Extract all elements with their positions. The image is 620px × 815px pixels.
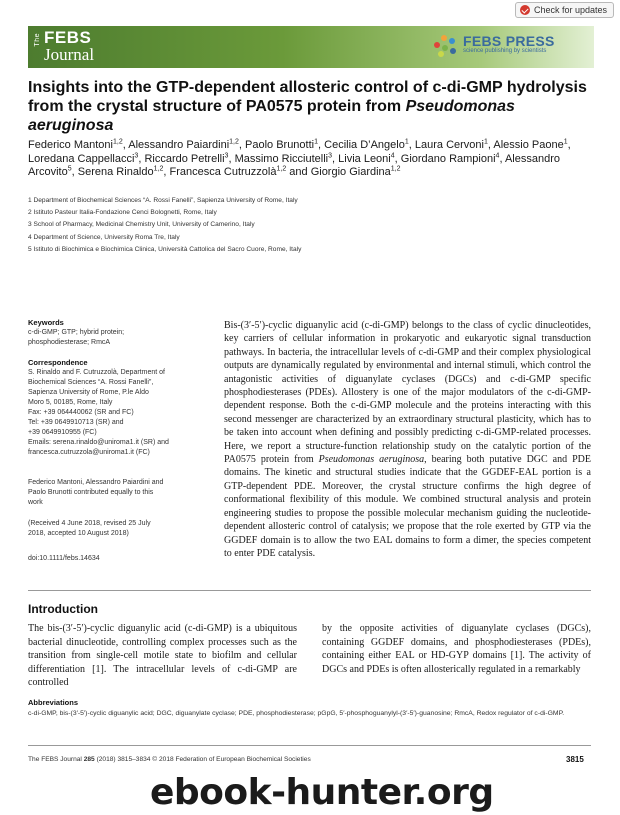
- author-affiliation-marker: 3: [328, 151, 333, 159]
- author-name: Alessio Paone: [493, 139, 564, 151]
- febs-press-dots-icon: [432, 32, 458, 58]
- correspondence-line: Biochemical Sciences “A. Rossi Fanelli”,: [28, 379, 154, 386]
- correspondence-text: [28, 368, 208, 458]
- author-name: Alessandro Arcovito: [28, 152, 561, 178]
- author-affiliation-marker: 3: [224, 151, 229, 159]
- correspondence-line: Tel: +39 0649910713 (SR) and: [28, 419, 124, 426]
- received-dates: [28, 519, 208, 539]
- logo-the: The: [34, 33, 41, 47]
- author-affiliation-marker: 1,2: [153, 165, 164, 173]
- correspondence-line: Moro 5, 00185, Rome, Italy: [28, 399, 113, 406]
- author-name: Serena Rinaldo: [77, 166, 154, 178]
- title-organism: Pseudomonas aeruginosa: [28, 98, 515, 134]
- author-name: Federico Mantoni: [28, 139, 113, 151]
- correspondence-line: francesca.cutruzzola@uniroma1.it (FC): [28, 449, 150, 456]
- correspondence-heading: Correspondence: [28, 358, 88, 367]
- affiliation-item: 4 Department of Science, University Roma Tre, Italy: [28, 233, 180, 241]
- press-tagline: science publishing by scientists: [463, 48, 547, 55]
- author-list: [28, 139, 588, 180]
- correspondence-line: S. Rinaldo and F. Cutruzzolà, Department of: [28, 369, 165, 376]
- author-affiliation-marker: 1: [404, 138, 409, 146]
- correspondence-line: +39 0649910955 (FC): [28, 429, 97, 436]
- received-line: 2018, accepted 10 August 2018): [28, 530, 129, 537]
- author-name: Cecilia D’Angelo: [324, 139, 405, 151]
- article-title: [28, 78, 588, 135]
- affiliation-item: 3 School of Pharmacy, Medicinal Chemistry Unit, University of Camerino, Italy: [28, 221, 255, 229]
- author-affiliation-marker: 1: [483, 138, 488, 146]
- author-separator: ,: [567, 139, 571, 151]
- author-name: Paolo Brunotti: [245, 139, 315, 151]
- author-separator: ,: [122, 139, 129, 151]
- affiliation-list: [28, 195, 588, 256]
- footer-journal: The FEBS Journal: [28, 756, 84, 763]
- footer-divider: [28, 745, 591, 746]
- affiliation-item: 2 Istituto Pasteur Italia-Fondazione Cenci Bolognetti, Rome, Italy: [28, 209, 217, 217]
- title-main: Insights into the GTP-dependent allosteric control of c-di-GMP hydrolysis from the crystal structure of PA0575 protein from: [28, 79, 587, 115]
- correspondence-block: [28, 358, 208, 458]
- author-name: Alessandro Paiardini: [128, 139, 230, 151]
- author-affiliation-marker: 1,2: [229, 138, 239, 146]
- author-separator: ,: [163, 166, 170, 178]
- author-name: Massimo Ricciutelli: [234, 152, 329, 165]
- footer-volume: 285: [83, 756, 95, 763]
- author-name: Livia Leoni: [338, 152, 391, 165]
- author-affiliation-marker: 1,2: [276, 165, 287, 173]
- site-watermark: ebook-hunter.org: [150, 772, 494, 813]
- correspondence-line: Sapienza University of Rome, P.le Aldo: [28, 389, 149, 396]
- author-separator: ,: [332, 152, 339, 165]
- footer-copyright: (2018) 3815–3834 © 2018 Federation of European Biochemical Societies: [94, 756, 311, 763]
- author-separator: ,: [318, 139, 325, 151]
- keywords-heading: Keywords: [28, 318, 64, 327]
- author-affiliation-marker: 4: [390, 151, 395, 159]
- author-name: Francesca Cutruzzolà: [169, 166, 277, 178]
- abstract: [224, 319, 591, 560]
- logo-journal: Journal: [44, 45, 95, 64]
- abbreviations-heading: Abbreviations: [28, 698, 79, 707]
- abstract-organism: Pseudomonas aeruginosa: [318, 454, 425, 466]
- author-separator: and: [286, 166, 311, 178]
- author-affiliation-marker: 1: [563, 138, 568, 146]
- abstract-part-1: Bis-(3′-5′)-cyclic diguanylic acid (c-di-GMP) belongs to the class of cyclic dinucleotides, key carriers of cellular information in prokaryotic and eukaryotic signal transduction pathways. In bacteria, the intracellular levels of c-di-GMP and their complex physiological outputs are dynamically regulated by environmental and internal stimuli, which control the antagonistic activities of diguanylate cyclases (DGCs) and c-di-GMP specific phosphodiesterases (PDEs). Allostery is one of the major modulators of the c-di-GMP-dependent response. Both the c-di-GMP molecule and the proteins interacting with this second messenger are characterized by an extraordinary structural plasticity, which has to be taken into account when defining and possibly predicting c-di-GMP-related processes. Here, we report a structure-function relationship study on the catalytic portion of the PA0575 protein from: [224, 320, 591, 466]
- author-affiliation-marker: 1,2: [113, 138, 123, 146]
- author-name: Giordano Rampioni: [400, 152, 496, 165]
- equal-contribution-line: Federico Mantoni, Alessandro Paiardini and: [28, 479, 164, 486]
- correspondence-line: Emails: serena.rinaldo@uniroma1.it (SR) and: [28, 439, 169, 446]
- introduction-column-1: The bis-(3′-5′)-cyclic diguanylic acid (c-di-GMP) is a ubiquitous bacterial dinucleotide, controlling complex processes such as the transition from single-cell motile state to biofilm and cellular differentiation [1]. The intracellular levels of c-di-GMP are controlled: [28, 623, 297, 689]
- keywords-block: [28, 318, 208, 348]
- author-separator: ,: [394, 152, 401, 165]
- logo-febs: FEBS: [44, 28, 92, 47]
- author-affiliation-marker: 4: [495, 151, 500, 159]
- author-separator: ,: [228, 152, 235, 165]
- keywords-text: c-di-GMP; GTP; hybrid protein; phosphodiesterase; RmcA: [28, 329, 125, 346]
- author-separator: ,: [408, 139, 415, 151]
- author-name: Loredana Cappellacci: [28, 152, 135, 165]
- author-affiliation-marker: 3: [134, 151, 139, 159]
- check-for-updates-label: Check for updates: [533, 5, 607, 15]
- page-number: 3815: [566, 755, 584, 764]
- author-separator: ,: [138, 152, 145, 165]
- introduction-heading: Introduction: [28, 602, 98, 616]
- author-separator: ,: [71, 166, 78, 178]
- affiliation-item: 5 Istituto di Biochimica e Biochimica Clinica, Università Cattolica del Sacro Cuore, Rome, Italy: [28, 245, 302, 253]
- page-footer: [28, 756, 311, 763]
- author-name: Riccardo Petrelli: [144, 152, 225, 165]
- affiliation-item: 1 Department of Biochemical Sciences “A. Rossi Fanelli”, Sapienza University of Rome, Italy: [28, 197, 298, 204]
- abstract-part-2: , bearing both putative DGC and PDE domains. The kinetic and structural studies indicate that the GGDEF-EAL portion is a GTP-dependent PDE. Moreover, the crystal structure confirms the high degree of conformational flexibility of this module. We combined structural analysis and protein engineering studies to propose the possible molecular mechanism guiding the nucleotide-dependent allosteric control of catalysis; we propose that the role exerted by GTP via the GGDEF domain is to allow the two EAL domains to form a dimer, the species competent to enter PDE catalysis.: [224, 454, 591, 559]
- check-icon: [520, 5, 530, 15]
- equal-contribution-note: [28, 478, 208, 508]
- received-line: (Received 4 June 2018, revised 25 July: [28, 520, 151, 527]
- section-divider: [28, 590, 591, 591]
- author-affiliation-marker: 1: [314, 138, 319, 146]
- correspondence-line: Fax: +39 064440062 (SR and FC): [28, 409, 134, 416]
- author-affiliation-marker: 5: [67, 165, 72, 173]
- author-name: Laura Cervoni: [414, 139, 484, 151]
- author-separator: ,: [499, 152, 505, 165]
- author-name: Giorgio Giardina: [310, 166, 391, 178]
- equal-contribution-line: Paolo Brunotti contributed equally to this: [28, 489, 154, 496]
- febs-press-logo: [432, 32, 555, 58]
- author-affiliation-marker: 1,2: [390, 165, 401, 173]
- press-name: FEBS PRESS: [463, 33, 555, 50]
- doi: doi:10.1111/febs.14634: [28, 555, 100, 562]
- equal-contribution-line: work: [28, 499, 43, 506]
- author-separator: ,: [238, 139, 245, 151]
- abbreviations-text: c-di-GMP, bis-(3′-5′)-cyclic diguanylic acid; DGC, diguanylate cyclase; PDE, phosphodiesterase; pGpG, 5′-phosphoguanylyl-(3′-5′)-guanosine; RmcA, Redox regulator of c-di-GMP.: [28, 710, 565, 717]
- check-for-updates-button[interactable]: [515, 2, 614, 18]
- introduction-column-2: by the opposite activities of diguanylate cyclases (DGCs), containing GGDEF domains, and phosphodiesterases (PDEs), containing either EAL or HD-GYP domains [1]. The activity of DGCs and PDEs is often allosterically regulated in a remarkably: [322, 623, 591, 675]
- author-separator: ,: [487, 139, 494, 151]
